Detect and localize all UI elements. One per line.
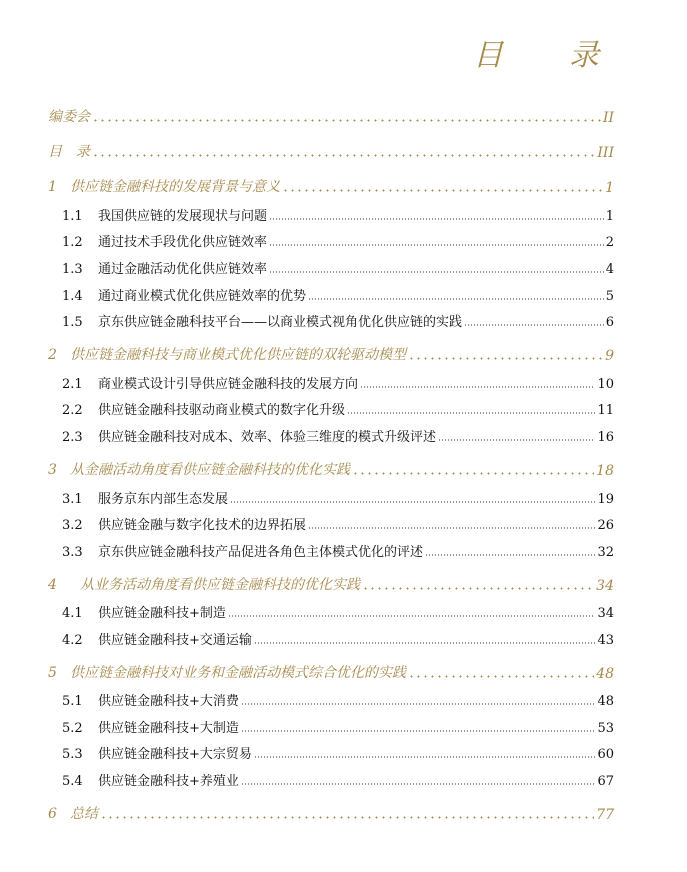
toc-entry-label: 目 录 [48, 144, 90, 160]
dot-leader [360, 386, 595, 388]
dot-leader [347, 412, 595, 414]
toc-entry-contents[interactable] [48, 141, 614, 161]
toc-chapter-5[interactable] [48, 662, 614, 682]
toc-entry-page: 19 [597, 492, 614, 507]
dot-leader [269, 244, 604, 246]
toc-entry-label [48, 176, 280, 196]
toc-section-2-2[interactable] [62, 398, 614, 418]
toc-entry-title: 供应链金融科技对成本、效率、体验三维度的模式升级评述 [98, 430, 437, 445]
toc-entry-label [62, 373, 358, 392]
toc-entry-page: 16 [597, 430, 614, 445]
toc-entry-title: 从业务活动角度看供应链金融科技的优化实践 [80, 577, 360, 593]
toc-entry-title: 通过技术手段优化供应链效率 [98, 235, 268, 250]
toc-entry-page: 10 [597, 377, 614, 392]
toc-entry-title: 供应链金融科技+大消费 [98, 694, 239, 709]
toc-entry-title: 我国供应链的发展现状与问题 [98, 209, 268, 224]
toc-entry-label [62, 258, 267, 277]
toc-entry-number: 2 [48, 347, 57, 363]
toc-section-2-1[interactable] [62, 372, 614, 392]
toc-entry-page: 34 [596, 578, 614, 594]
toc-entry-label [62, 488, 228, 507]
dot-leader [308, 527, 595, 529]
toc-entry-number: 4 [48, 577, 57, 593]
toc-section-1-5[interactable] [62, 310, 614, 330]
toc-section-5-4[interactable] [62, 769, 614, 789]
toc-entry-label [62, 285, 306, 304]
toc-entry-label [62, 629, 252, 648]
toc-section-1-1[interactable] [62, 204, 614, 224]
toc-entry-label [48, 344, 406, 364]
toc-entry-title: 供应链金融科技+制造 [98, 606, 226, 621]
toc-entry-title: 供应链金融科技对业务和金融活动模式综合优化的实践 [70, 665, 406, 681]
toc-section-3-1[interactable] [62, 487, 614, 507]
dot-leader [408, 357, 603, 360]
toc-entry-label [48, 574, 360, 594]
toc-entry-number: 2.2 [62, 403, 83, 418]
toc-entry-label [62, 426, 436, 445]
toc-entry-title: 供应链金融科技驱动商业模式的数字化升级 [98, 403, 346, 418]
toc-entry-page: 1 [605, 209, 614, 224]
toc-entry-title: 供应链金融科技+交通运输 [98, 633, 252, 648]
toc-entry-title: 商业模式设计引导供应链金融科技的发展方向 [98, 377, 359, 392]
toc-section-1-2[interactable] [62, 230, 614, 250]
dot-leader [362, 587, 594, 590]
toc-entry-number: 5.4 [62, 774, 83, 789]
toc-entry-page: 18 [596, 463, 614, 479]
toc-entry-label [48, 662, 406, 682]
toc-entry-page: III [597, 145, 614, 161]
toc-section-1-3[interactable] [62, 257, 614, 277]
toc-entry-label [62, 743, 252, 762]
toc-entry-number: 1.1 [62, 209, 83, 224]
toc-entry-editorial-board[interactable] [48, 106, 614, 126]
toc-entry-page: 5 [605, 289, 614, 304]
toc-entry-page: 26 [597, 518, 614, 533]
dot-leader [230, 501, 595, 503]
dot-leader [92, 154, 595, 157]
toc-entry-label [62, 770, 239, 789]
toc-entry-title: 京东供应链金融科技产品促进各角色主体模式优化的评述 [98, 545, 424, 560]
toc-entry-number: 1.4 [62, 289, 83, 304]
dot-leader [352, 472, 594, 475]
toc-entry-title: 通过商业模式优化供应链效率的优势 [98, 289, 307, 304]
toc-entry-title: 供应链金融科技的发展背景与意义 [70, 179, 280, 195]
dot-leader [464, 324, 604, 326]
dot-leader [241, 703, 596, 705]
toc-entry-title: 供应链金融与数字化技术的边界拓展 [98, 518, 307, 533]
toc-entry-number: 4.2 [62, 633, 83, 648]
toc-entry-label [48, 803, 98, 823]
toc-chapter-4[interactable] [48, 574, 614, 594]
toc-entry-title: 供应链金融科技与商业模式优化供应链的双轮驱动模型 [70, 347, 406, 363]
toc-entry-number: 5.2 [62, 721, 83, 736]
dot-leader [269, 218, 604, 220]
dot-leader [308, 298, 604, 300]
toc-section-5-2[interactable] [62, 716, 614, 736]
toc-entry-title: 京东供应链金融科技平台——以商业模式视角优化供应链的实践 [98, 315, 463, 330]
toc-entry-number: 1.3 [62, 262, 83, 277]
toc-entry-page: 4 [605, 262, 614, 277]
dot-leader [100, 816, 594, 819]
toc-chapter-6[interactable] [48, 803, 614, 823]
toc-entry-label [62, 717, 239, 736]
toc-entry-page: II [602, 110, 614, 126]
toc-entry-label [62, 541, 423, 560]
toc-entry-title: 总结 [70, 806, 98, 822]
toc-entry-title: 通过金融活动优化供应链效率 [98, 262, 268, 277]
toc-entry-number: 1 [48, 179, 57, 195]
toc-entry-number: 3 [48, 462, 57, 478]
toc-entry-number: 1.2 [62, 235, 83, 250]
toc-entry-page: 1 [605, 180, 614, 196]
toc-entry-number: 2.1 [62, 377, 83, 392]
toc-entry-page: 32 [597, 545, 614, 560]
dot-leader [425, 554, 595, 556]
toc-entry-number: 1.5 [62, 315, 83, 330]
toc-entry-label [62, 514, 306, 533]
toc-entry-number: 5.1 [62, 694, 83, 709]
toc-entry-page: 34 [597, 606, 614, 621]
toc-entry-number: 3.2 [62, 518, 83, 533]
dot-leader [241, 730, 596, 732]
toc-entry-label [62, 690, 239, 709]
toc-entry-page: 43 [597, 633, 614, 648]
toc-section-5-3[interactable] [62, 742, 614, 762]
dot-leader [282, 189, 603, 192]
toc-entry-label [62, 399, 345, 418]
dot-leader [408, 675, 594, 678]
toc-entry-number: 5 [48, 665, 57, 681]
toc-entry-title: 从金融活动角度看供应链金融科技的优化实践 [70, 462, 350, 478]
toc-section-2-3[interactable] [62, 425, 614, 445]
toc-chapter-1[interactable] [48, 176, 614, 196]
toc-entry-label [48, 459, 350, 479]
toc-entry-title: 供应链金融科技+大宗贸易 [98, 747, 252, 762]
toc-entry-page: 60 [597, 747, 614, 762]
toc-entry-page: 9 [605, 348, 614, 364]
toc-entry-title: 供应链金融科技+大制造 [98, 721, 239, 736]
dot-leader [241, 783, 596, 785]
toc-section-4-1[interactable] [62, 601, 614, 621]
toc-entry-page: 6 [605, 315, 614, 330]
dot-leader [438, 439, 595, 441]
toc-entry-page: 11 [597, 403, 614, 418]
dot-leader [92, 119, 601, 122]
toc-entry-title: 供应链金融科技+养殖业 [98, 774, 239, 789]
toc-entry-number: 3.3 [62, 545, 83, 560]
dot-leader [228, 615, 596, 617]
toc-entry-label [62, 205, 267, 224]
toc-section-5-1[interactable] [62, 689, 614, 709]
toc-entry-label [62, 311, 462, 330]
toc-entry-page: 67 [597, 774, 614, 789]
dot-leader [269, 271, 604, 273]
dot-leader [254, 756, 596, 758]
page-title: 目 录 [473, 38, 617, 73]
toc-entry-page: 77 [596, 807, 614, 823]
dot-leader [254, 642, 596, 644]
toc-entry-number: 3.1 [62, 492, 83, 507]
toc-entry-number: 6 [48, 806, 57, 822]
toc-entry-number: 2.3 [62, 430, 83, 445]
toc-section-4-2[interactable] [62, 628, 614, 648]
toc-entry-page: 48 [597, 694, 614, 709]
toc-chapter-2[interactable] [48, 344, 614, 364]
toc-entry-label: 编委会 [48, 109, 90, 125]
toc-section-3-3[interactable] [62, 540, 614, 560]
toc-entry-page: 48 [596, 666, 614, 682]
toc-entry-page: 2 [605, 235, 614, 250]
toc-entry-number: 4.1 [62, 606, 83, 621]
toc-entry-number: 5.3 [62, 747, 83, 762]
toc-section-1-4[interactable] [62, 284, 614, 304]
toc-entry-page: 53 [597, 721, 614, 736]
toc-chapter-3[interactable] [48, 459, 614, 479]
toc-entry-label [62, 231, 267, 250]
toc-entry-label [62, 602, 226, 621]
toc-entry-title: 服务京东内部生态发展 [98, 492, 229, 507]
toc-section-3-2[interactable] [62, 513, 614, 533]
